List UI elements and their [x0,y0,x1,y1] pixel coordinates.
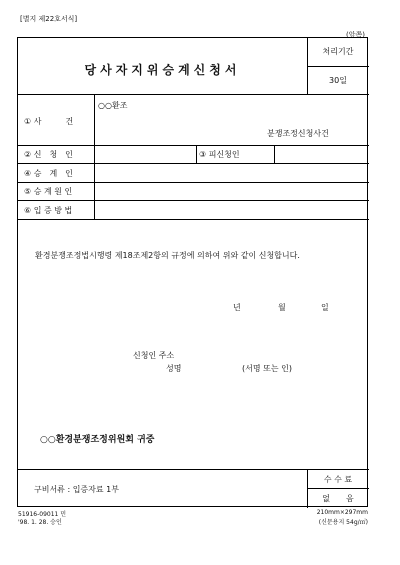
paper-type: (신문용지 54g/㎡) [318,519,368,526]
approval-date: '98. 1. 28. 승인 [18,519,62,526]
proof-method-label: ⑥ 입 증 방 법 [24,206,73,215]
proof-method-field[interactable] [96,202,368,218]
form-title: 당사자지위승계신청서 [84,63,241,77]
applicant-address-label: 신청인 주소 [133,351,175,360]
successor-label: ④ 승 계 인 [24,169,73,178]
succession-cause-label: ⑤ 승 계 원 인 [24,187,73,196]
succession-cause-field[interactable] [96,183,368,199]
respondent-field[interactable] [276,146,368,162]
form-number: [별지 제22호서식] [20,15,78,23]
case-value-line1[interactable]: ○○환조 [98,101,128,110]
successor-field[interactable] [96,165,368,181]
respondent-label: ③ 피신청인 [199,150,240,159]
case-label: ① 사 건 [24,117,74,126]
applicant-field[interactable] [96,146,194,162]
attachments: 구비서류 : 입증자료 1부 [34,485,119,494]
processing-period-label: 처리기간 [322,47,354,56]
processing-period-value: 30일 [329,76,347,85]
form-code: 51916-09011 민 [18,511,67,518]
front-side-note: (앞쪽) [346,31,365,39]
date-day: 일 [321,303,329,312]
recipient: ○○환경분쟁조정위원회 귀중 [40,435,155,445]
fee-value: 없 음 [322,494,354,503]
date-month: 월 [278,303,286,312]
applicant-name-label: 성명 [166,364,182,373]
statement-text: 환경분쟁조정법시행령 제18조제2항의 규정에 의하여 위와 같이 신청합니다. [35,251,300,260]
date-year: 년 [233,303,241,312]
paper-size: 210mm×297mm [316,509,368,516]
fee-label: 수 수 료 [323,475,353,484]
application-form [17,37,368,507]
applicant-label: ② 신 청 인 [24,150,73,159]
case-value-line2[interactable]: 분쟁조정신청사건 [267,129,329,138]
sign-or-seal-note: (서명 또는 인) [242,364,292,373]
